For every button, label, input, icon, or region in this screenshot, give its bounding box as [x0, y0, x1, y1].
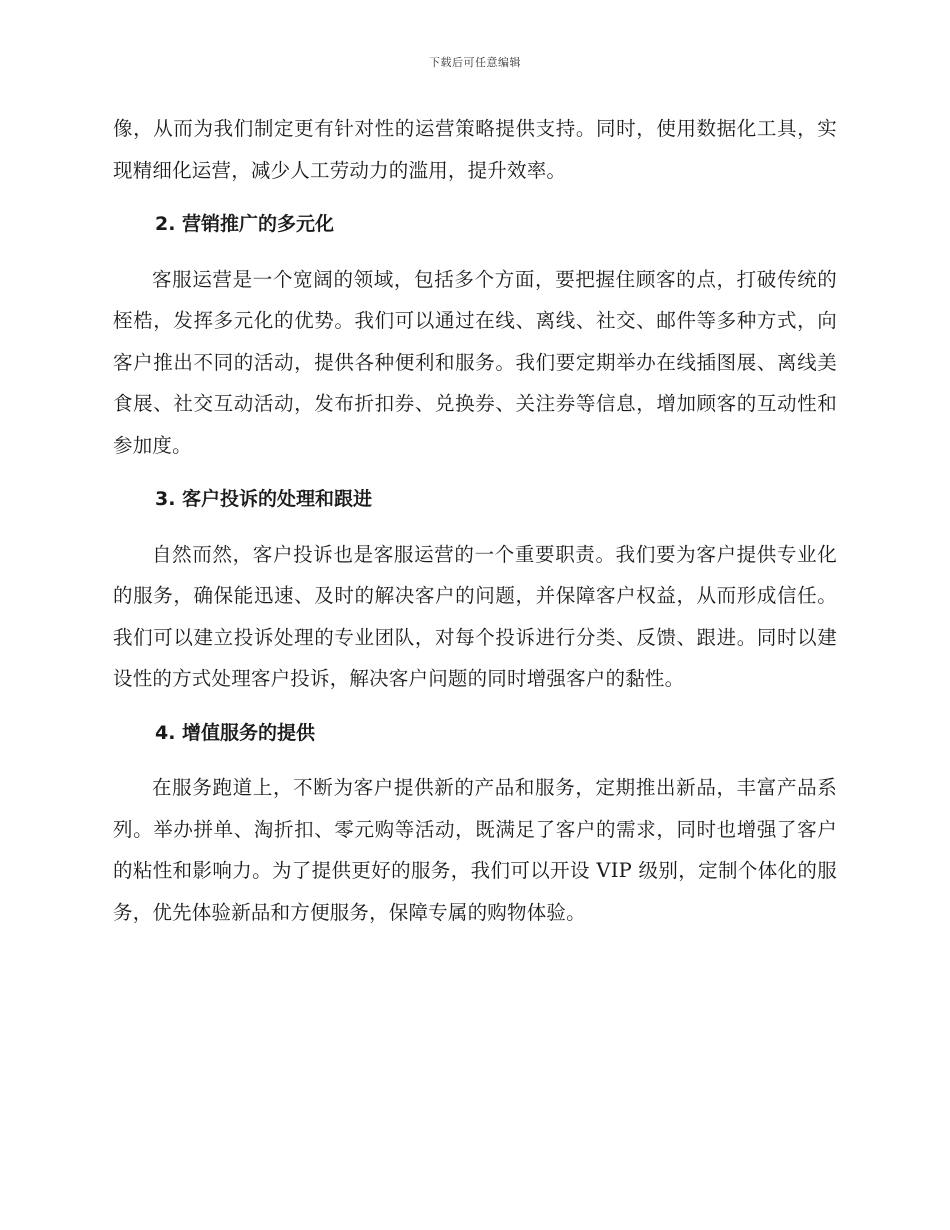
section-paragraph: 在服务跑道上，不断为客户提供新的产品和服务，定期推出新品，丰富产品系列。举办拼单、淘折扣、零元购等活动，既满足了客户的需求，同时也增强了客户的粘性和影响力。为了提供更好的服务，我们可以开设 VIP 级别，定制个体化的服务，优先体验新品和方便服务，保障专属的购物体验。 [113, 776, 837, 924]
section-paragraph: 自然而然，客户投诉也是客服运营的一个重要职责。我们要为客户提供专业化的服务，确保能迅速、及时的解决客户的问题，并保障客户权益，从而形成信任。 我们可以建立投诉处理的专业团队，对每个投诉进行分类、反馈、跟进。同时以建设性的方式处理客户投诉，解决客户问题的同时增强客户的黏性。 [113, 542, 837, 690]
intro-paragraph: 像，从而为我们制定更有针对性的运营策略提供支持。同时，使用数据化工具，实现精细化运营，减少人工劳动力的滥用，提升效率。 [113, 117, 837, 182]
section-paragraph: 客服运营是一个宽阔的领域，包括多个方面，要把握住顾客的点，打破传统的桎梏，发挥多元化的优势。我们可以通过在线、离线、社交、邮件等多种方式，向客户推出不同的活动，提供各种便利和服务。我们要定期举办在线插图展、离线美食展、社交互动活动，发布折扣券、兑换券、关注券等信息，增加顾客的互动性和参加度。 [113, 267, 837, 457]
section-heading: 3. 客户投诉的处理和跟进 [155, 488, 373, 510]
section-heading: 2. 营销推广的多元化 [155, 213, 335, 235]
page-header-note: 下载后可任意编辑 [429, 56, 521, 69]
document-body [113, 108, 837, 933]
section-heading: 4. 增值服务的提供 [155, 721, 316, 744]
